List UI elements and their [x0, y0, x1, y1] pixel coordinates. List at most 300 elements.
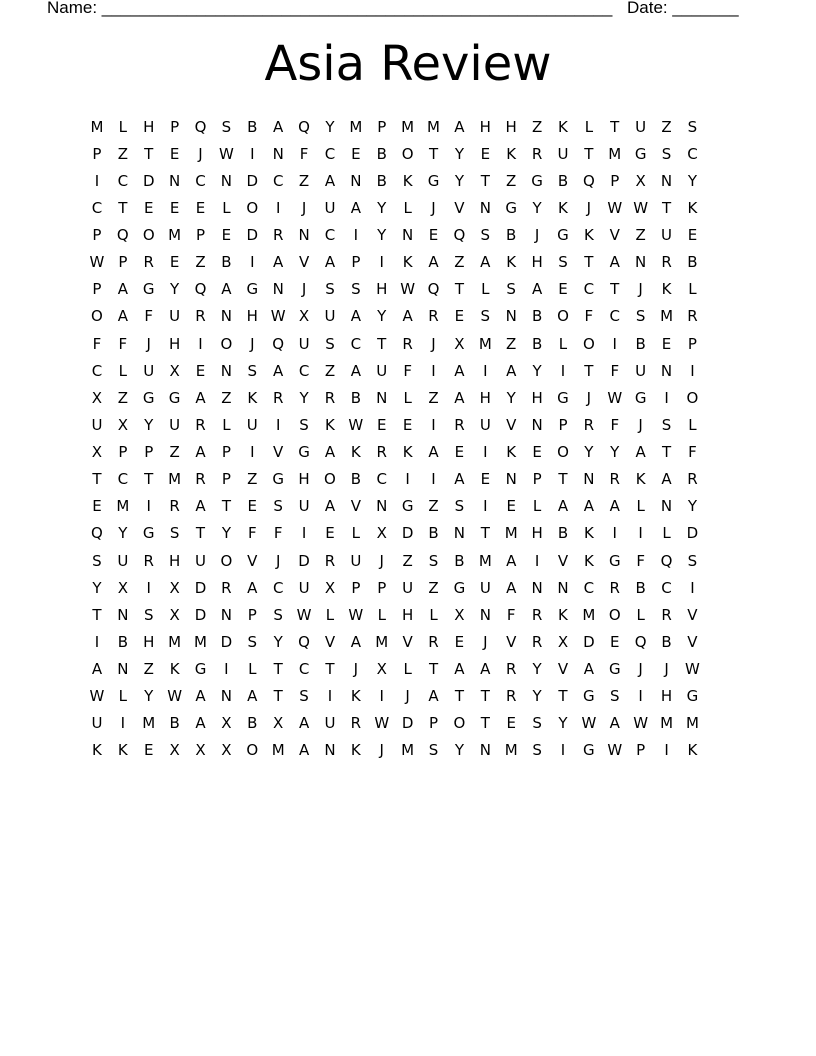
- grid-letter: U: [298, 578, 310, 597]
- grid-letter: S: [221, 117, 232, 136]
- grid-letter: M: [660, 307, 674, 326]
- grid-letter: K: [350, 687, 361, 706]
- grid-letter: I: [483, 443, 488, 462]
- grid-letter: U: [298, 334, 310, 353]
- grid-letter: J: [275, 551, 281, 570]
- grid-letter: U: [376, 361, 388, 380]
- grid-letter: K: [506, 443, 517, 462]
- grid-letter: R: [687, 470, 698, 489]
- grid-letter: M: [401, 117, 415, 136]
- grid-letter: A: [557, 497, 569, 516]
- grid-letter: I: [664, 741, 669, 760]
- grid-letter: Y: [532, 198, 542, 217]
- grid-letter: R: [687, 307, 698, 326]
- grid-letter: A: [324, 253, 336, 272]
- grid-letter: T: [118, 198, 128, 217]
- grid-letter: T: [92, 470, 102, 489]
- grid-letter: I: [431, 470, 436, 489]
- grid-row: [84, 411, 732, 438]
- grid-letter: U: [557, 144, 569, 163]
- grid-letter: E: [143, 198, 154, 217]
- grid-letter: M: [168, 226, 182, 245]
- grid-letter: Q: [116, 226, 129, 245]
- grid-row: [84, 167, 732, 194]
- grid-letter: B: [169, 714, 180, 733]
- grid-letter: A: [117, 280, 128, 299]
- grid-letter: V: [557, 660, 569, 679]
- grid-letter: V: [454, 198, 465, 217]
- grid-letter: A: [195, 388, 206, 407]
- grid-letter: U: [635, 361, 647, 380]
- grid-letter: A: [609, 714, 620, 733]
- grid-letter: H: [143, 632, 155, 651]
- grid-letter: E: [195, 361, 206, 380]
- grid-letter: J: [586, 198, 592, 217]
- grid-letter: Y: [221, 524, 231, 543]
- grid-letter: T: [273, 660, 283, 679]
- grid-letter: X: [221, 741, 232, 760]
- grid-letter: S: [480, 226, 491, 245]
- grid-letter: K: [350, 443, 361, 462]
- grid-letter: S: [558, 253, 568, 272]
- grid-letter: A: [91, 660, 103, 679]
- grid-letter: W: [581, 714, 597, 733]
- grid-letter: F: [584, 307, 594, 326]
- grid-letter: M: [478, 551, 492, 570]
- grid-letter: C: [91, 361, 103, 380]
- grid-letter: P: [558, 415, 568, 434]
- grid-letter: S: [428, 551, 439, 570]
- grid-letter: N: [220, 605, 233, 624]
- grid-letter: U: [169, 415, 181, 434]
- grid-letter: B: [557, 524, 569, 543]
- grid-letter: W: [685, 660, 700, 679]
- grid-letter: N: [583, 470, 595, 489]
- grid-letter: P: [221, 470, 231, 489]
- grid-letter: N: [272, 144, 284, 163]
- grid-letter: S: [169, 524, 180, 543]
- grid-letter: S: [480, 307, 491, 326]
- grid-letter: E: [480, 144, 491, 163]
- grid-letter: Z: [324, 361, 336, 380]
- grid-letter: B: [247, 714, 258, 733]
- grid-letter: M: [142, 714, 156, 733]
- grid-letter: G: [272, 470, 284, 489]
- grid-letter: U: [169, 307, 181, 326]
- grid-letter: Z: [531, 117, 543, 136]
- grid-letter: T: [480, 524, 490, 543]
- grid-letter: T: [584, 144, 594, 163]
- grid-letter: M: [582, 605, 596, 624]
- grid-letter: R: [583, 415, 595, 434]
- grid-letter: I: [431, 415, 436, 434]
- grid-letter: G: [505, 198, 517, 217]
- grid-letter: B: [117, 632, 128, 651]
- grid-letter: N: [169, 171, 181, 190]
- grid-letter: Y: [610, 443, 620, 462]
- grid-letter: L: [481, 280, 490, 299]
- grid-letter: I: [405, 470, 410, 489]
- grid-letter: R: [376, 443, 387, 462]
- grid-letter: J: [353, 660, 359, 679]
- grid-letter: I: [379, 253, 384, 272]
- grid-letter: O: [557, 307, 569, 326]
- grid-letter: B: [221, 253, 232, 272]
- grid-letter: B: [635, 578, 646, 597]
- grid-letter: K: [635, 470, 646, 489]
- grid-letter: S: [351, 280, 361, 299]
- grid-letter: W: [89, 253, 105, 272]
- grid-letter: F: [688, 443, 697, 462]
- grid-row: [84, 357, 732, 384]
- grid-letter: W: [348, 415, 364, 434]
- grid-letter: V: [298, 253, 310, 272]
- grid-letter: M: [504, 741, 518, 760]
- word-search-grid: [84, 113, 732, 764]
- grid-letter: I: [612, 524, 617, 543]
- grid-letter: A: [273, 253, 284, 272]
- grid-letter: R: [221, 578, 232, 597]
- grid-letter: A: [454, 388, 465, 407]
- grid-letter: P: [532, 470, 542, 489]
- grid-letter: Q: [660, 551, 673, 570]
- grid-letter: D: [246, 171, 259, 190]
- grid-letter: D: [686, 524, 699, 543]
- grid-letter: P: [351, 578, 361, 597]
- grid-letter: C: [609, 307, 620, 326]
- grid-letter: N: [117, 660, 129, 679]
- grid-letter: K: [558, 117, 568, 136]
- grid-letter: Z: [428, 497, 439, 516]
- grid-letter: B: [376, 171, 387, 190]
- grid-letter: I: [250, 253, 255, 272]
- grid-letter: T: [273, 687, 283, 706]
- grid-letter: B: [350, 470, 361, 489]
- grid-letter: K: [117, 741, 128, 760]
- grid-letter: L: [118, 361, 128, 380]
- grid-letter: Y: [92, 578, 102, 597]
- grid-letter: S: [428, 741, 439, 760]
- grid-letter: J: [483, 632, 488, 651]
- grid-letter: G: [557, 388, 569, 407]
- grid-letter: X: [376, 524, 387, 543]
- grid-letter: C: [91, 198, 103, 217]
- grid-letter: R: [531, 144, 543, 163]
- grid-letter: L: [532, 497, 542, 516]
- grid-letter: Y: [273, 632, 283, 651]
- grid-letter: A: [324, 497, 336, 516]
- grid-letter: K: [583, 226, 594, 245]
- grid-letter: H: [376, 280, 388, 299]
- grid-letter: N: [531, 415, 543, 434]
- grid-letter: R: [195, 307, 206, 326]
- grid-row: [84, 601, 732, 628]
- grid-letter: C: [324, 226, 336, 245]
- grid-letter: I: [690, 361, 695, 380]
- grid-letter: P: [429, 714, 439, 733]
- grid-letter: W: [633, 198, 649, 217]
- grid-letter: A: [273, 361, 284, 380]
- grid-letter: H: [505, 117, 517, 136]
- grid-letter: Y: [532, 687, 542, 706]
- grid-letter: W: [607, 388, 623, 407]
- grid-letter: X: [557, 632, 569, 651]
- grid-letter: S: [532, 741, 542, 760]
- grid-letter: K: [402, 171, 413, 190]
- grid-letter: R: [454, 415, 465, 434]
- grid-letter: B: [376, 144, 387, 163]
- grid-letter: X: [454, 334, 465, 353]
- grid-letter: N: [376, 497, 388, 516]
- grid-letter: J: [198, 144, 203, 163]
- grid-letter: O: [220, 334, 233, 353]
- grid-letter: S: [687, 551, 698, 570]
- grid-letter: B: [687, 253, 698, 272]
- grid-letter: Z: [117, 388, 128, 407]
- grid-letter: P: [92, 280, 102, 299]
- grid-letter: O: [401, 144, 414, 163]
- grid-row: [84, 710, 732, 737]
- grid-letter: E: [532, 443, 542, 462]
- grid-row: [84, 628, 732, 655]
- grid-letter: W: [400, 280, 416, 299]
- grid-letter: T: [480, 171, 490, 190]
- grid-letter: K: [558, 198, 568, 217]
- grid-letter: A: [506, 361, 517, 380]
- grid-letter: D: [401, 714, 414, 733]
- grid-letter: F: [247, 524, 257, 543]
- grid-letter: F: [118, 334, 128, 353]
- grid-letter: V: [402, 632, 413, 651]
- grid-letter: T: [610, 117, 620, 136]
- grid-letter: G: [634, 144, 647, 163]
- grid-letter: R: [195, 415, 206, 434]
- grid-letter: H: [531, 388, 543, 407]
- grid-letter: G: [453, 578, 466, 597]
- grid-letter: B: [247, 117, 258, 136]
- grid-letter: N: [324, 741, 336, 760]
- grid-letter: I: [560, 741, 566, 760]
- grid-letter: U: [350, 551, 362, 570]
- grid-letter: U: [91, 415, 103, 434]
- grid-letter: S: [325, 280, 335, 299]
- grid-letter: C: [350, 334, 362, 353]
- grid-letter: R: [169, 497, 180, 516]
- grid-letter: L: [325, 605, 335, 624]
- grid-letter: L: [558, 334, 568, 353]
- grid-letter: A: [298, 714, 310, 733]
- grid-letter: P: [687, 334, 697, 353]
- grid-letter: V: [324, 632, 336, 651]
- grid-letter: P: [195, 226, 206, 245]
- grid-letter: T: [584, 361, 594, 380]
- grid-letter: U: [117, 551, 129, 570]
- grid-row: [84, 303, 732, 330]
- grid-letter: R: [609, 470, 620, 489]
- grid-letter: E: [454, 632, 465, 651]
- grid-letter: K: [169, 660, 180, 679]
- grid-letter: M: [478, 334, 492, 353]
- grid-letter: T: [584, 253, 594, 272]
- grid-letter: Q: [298, 117, 310, 136]
- grid-letter: N: [479, 605, 491, 624]
- grid-letter: A: [195, 687, 206, 706]
- grid-letter: J: [431, 334, 436, 353]
- grid-letter: R: [272, 226, 284, 245]
- grid-letter: X: [324, 578, 336, 597]
- grid-letter: Y: [558, 714, 568, 733]
- grid-letter: S: [247, 632, 258, 651]
- grid-letter: T: [221, 497, 231, 516]
- grid-letter: E: [195, 198, 206, 217]
- grid-letter: I: [534, 551, 540, 570]
- grid-letter: P: [377, 117, 387, 136]
- grid-letter: N: [479, 198, 491, 217]
- grid-letter: Y: [144, 687, 154, 706]
- grid-letter: X: [169, 361, 180, 380]
- grid-letter: V: [609, 226, 620, 245]
- grid-letter: P: [636, 741, 646, 760]
- grid-letter: Z: [661, 117, 672, 136]
- grid-letter: Z: [143, 660, 154, 679]
- grid-letter: Z: [506, 334, 517, 353]
- grid-letter: F: [144, 307, 154, 326]
- grid-letter: T: [144, 470, 154, 489]
- grid-letter: X: [117, 578, 128, 597]
- grid-letter: A: [350, 361, 361, 380]
- grid-letter: F: [273, 524, 283, 543]
- grid-letter: B: [531, 307, 543, 326]
- grid-letter: E: [351, 144, 361, 163]
- grid-letter: C: [117, 171, 129, 190]
- grid-letter: B: [661, 632, 672, 651]
- grid-row: [84, 222, 732, 249]
- grid-letter: Z: [428, 578, 439, 597]
- grid-letter: C: [583, 578, 595, 597]
- grid-letter: I: [431, 361, 436, 380]
- grid-letter: V: [506, 415, 517, 434]
- grid-letter: U: [246, 415, 258, 434]
- grid-letter: S: [506, 280, 516, 299]
- grid-letter: J: [534, 226, 540, 245]
- grid-letter: P: [351, 253, 361, 272]
- grid-letter: I: [353, 226, 359, 245]
- grid-letter: E: [506, 714, 516, 733]
- grid-letter: J: [638, 415, 643, 434]
- grid-letter: R: [428, 632, 439, 651]
- grid-letter: Z: [298, 171, 310, 190]
- grid-letter: A: [273, 117, 284, 136]
- grid-letter: S: [325, 334, 335, 353]
- grid-letter: Y: [454, 171, 464, 190]
- grid-letter: V: [687, 605, 698, 624]
- grid-letter: U: [143, 361, 155, 380]
- grid-letter: H: [168, 334, 181, 353]
- grid-letter: N: [220, 687, 233, 706]
- grid-letter: I: [664, 388, 669, 407]
- name-field-line: Name: ______________________________________________________: [47, 0, 613, 17]
- grid-letter: K: [247, 388, 258, 407]
- grid-letter: V: [506, 632, 517, 651]
- grid-letter: A: [454, 470, 465, 489]
- grid-letter: W: [374, 714, 390, 733]
- grid-letter: M: [90, 117, 104, 136]
- grid-letter: G: [557, 226, 569, 245]
- grid-letter: W: [218, 144, 234, 163]
- grid-letter: T: [454, 280, 464, 299]
- grid-letter: Y: [454, 741, 464, 760]
- grid-letter: R: [531, 605, 543, 624]
- grid-letter: A: [247, 687, 258, 706]
- grid-letter: Y: [687, 497, 698, 516]
- grid-letter: H: [479, 117, 491, 136]
- grid-letter: E: [377, 415, 387, 434]
- grid-letter: L: [429, 605, 438, 624]
- grid-letter: B: [635, 334, 646, 353]
- grid-letter: I: [690, 578, 695, 597]
- grid-letter: J: [250, 334, 255, 353]
- grid-letter: E: [169, 144, 180, 163]
- grid-letter: S: [273, 605, 283, 624]
- grid-letter: G: [583, 741, 595, 760]
- grid-row: [84, 113, 732, 140]
- grid-letter: R: [272, 388, 284, 407]
- grid-letter: L: [351, 524, 361, 543]
- grid-letter: C: [272, 578, 284, 597]
- grid-letter: T: [144, 144, 154, 163]
- grid-letter: I: [275, 198, 281, 217]
- grid-letter: I: [120, 714, 126, 733]
- grid-letter: R: [531, 632, 543, 651]
- grid-letter: N: [660, 497, 673, 516]
- grid-letter: J: [586, 388, 592, 407]
- grid-letter: W: [270, 307, 286, 326]
- grid-letter: N: [220, 361, 233, 380]
- grid-letter: K: [402, 253, 413, 272]
- grid-letter: Y: [584, 443, 594, 462]
- grid-letter: C: [272, 171, 284, 190]
- grid-letter: J: [379, 741, 384, 760]
- grid-letter: R: [661, 253, 672, 272]
- grid-letter: O: [582, 334, 595, 353]
- grid-letter: A: [247, 578, 258, 597]
- grid-letter: V: [350, 497, 361, 516]
- grid-letter: Z: [506, 171, 517, 190]
- grid-letter: B: [454, 551, 465, 570]
- grid-letter: K: [325, 415, 335, 434]
- grid-letter: E: [325, 524, 335, 543]
- grid-letter: U: [324, 198, 336, 217]
- grid-letter: X: [91, 443, 103, 462]
- grid-letter: D: [401, 524, 414, 543]
- grid-letter: V: [557, 551, 569, 570]
- grid-letter: N: [220, 307, 233, 326]
- grid-letter: P: [118, 443, 128, 462]
- grid-letter: G: [142, 388, 155, 407]
- grid-letter: Y: [144, 415, 154, 434]
- grid-letter: H: [660, 687, 673, 706]
- grid-letter: F: [506, 605, 516, 624]
- grid-letter: W: [633, 714, 649, 733]
- grid-letter: N: [660, 171, 673, 190]
- grid-letter: M: [168, 470, 182, 489]
- grid-letter: N: [376, 388, 388, 407]
- grid-letter: B: [557, 171, 569, 190]
- grid-letter: U: [91, 714, 103, 733]
- grid-letter: K: [92, 741, 102, 760]
- grid-letter: M: [608, 144, 622, 163]
- grid-letter: D: [246, 226, 259, 245]
